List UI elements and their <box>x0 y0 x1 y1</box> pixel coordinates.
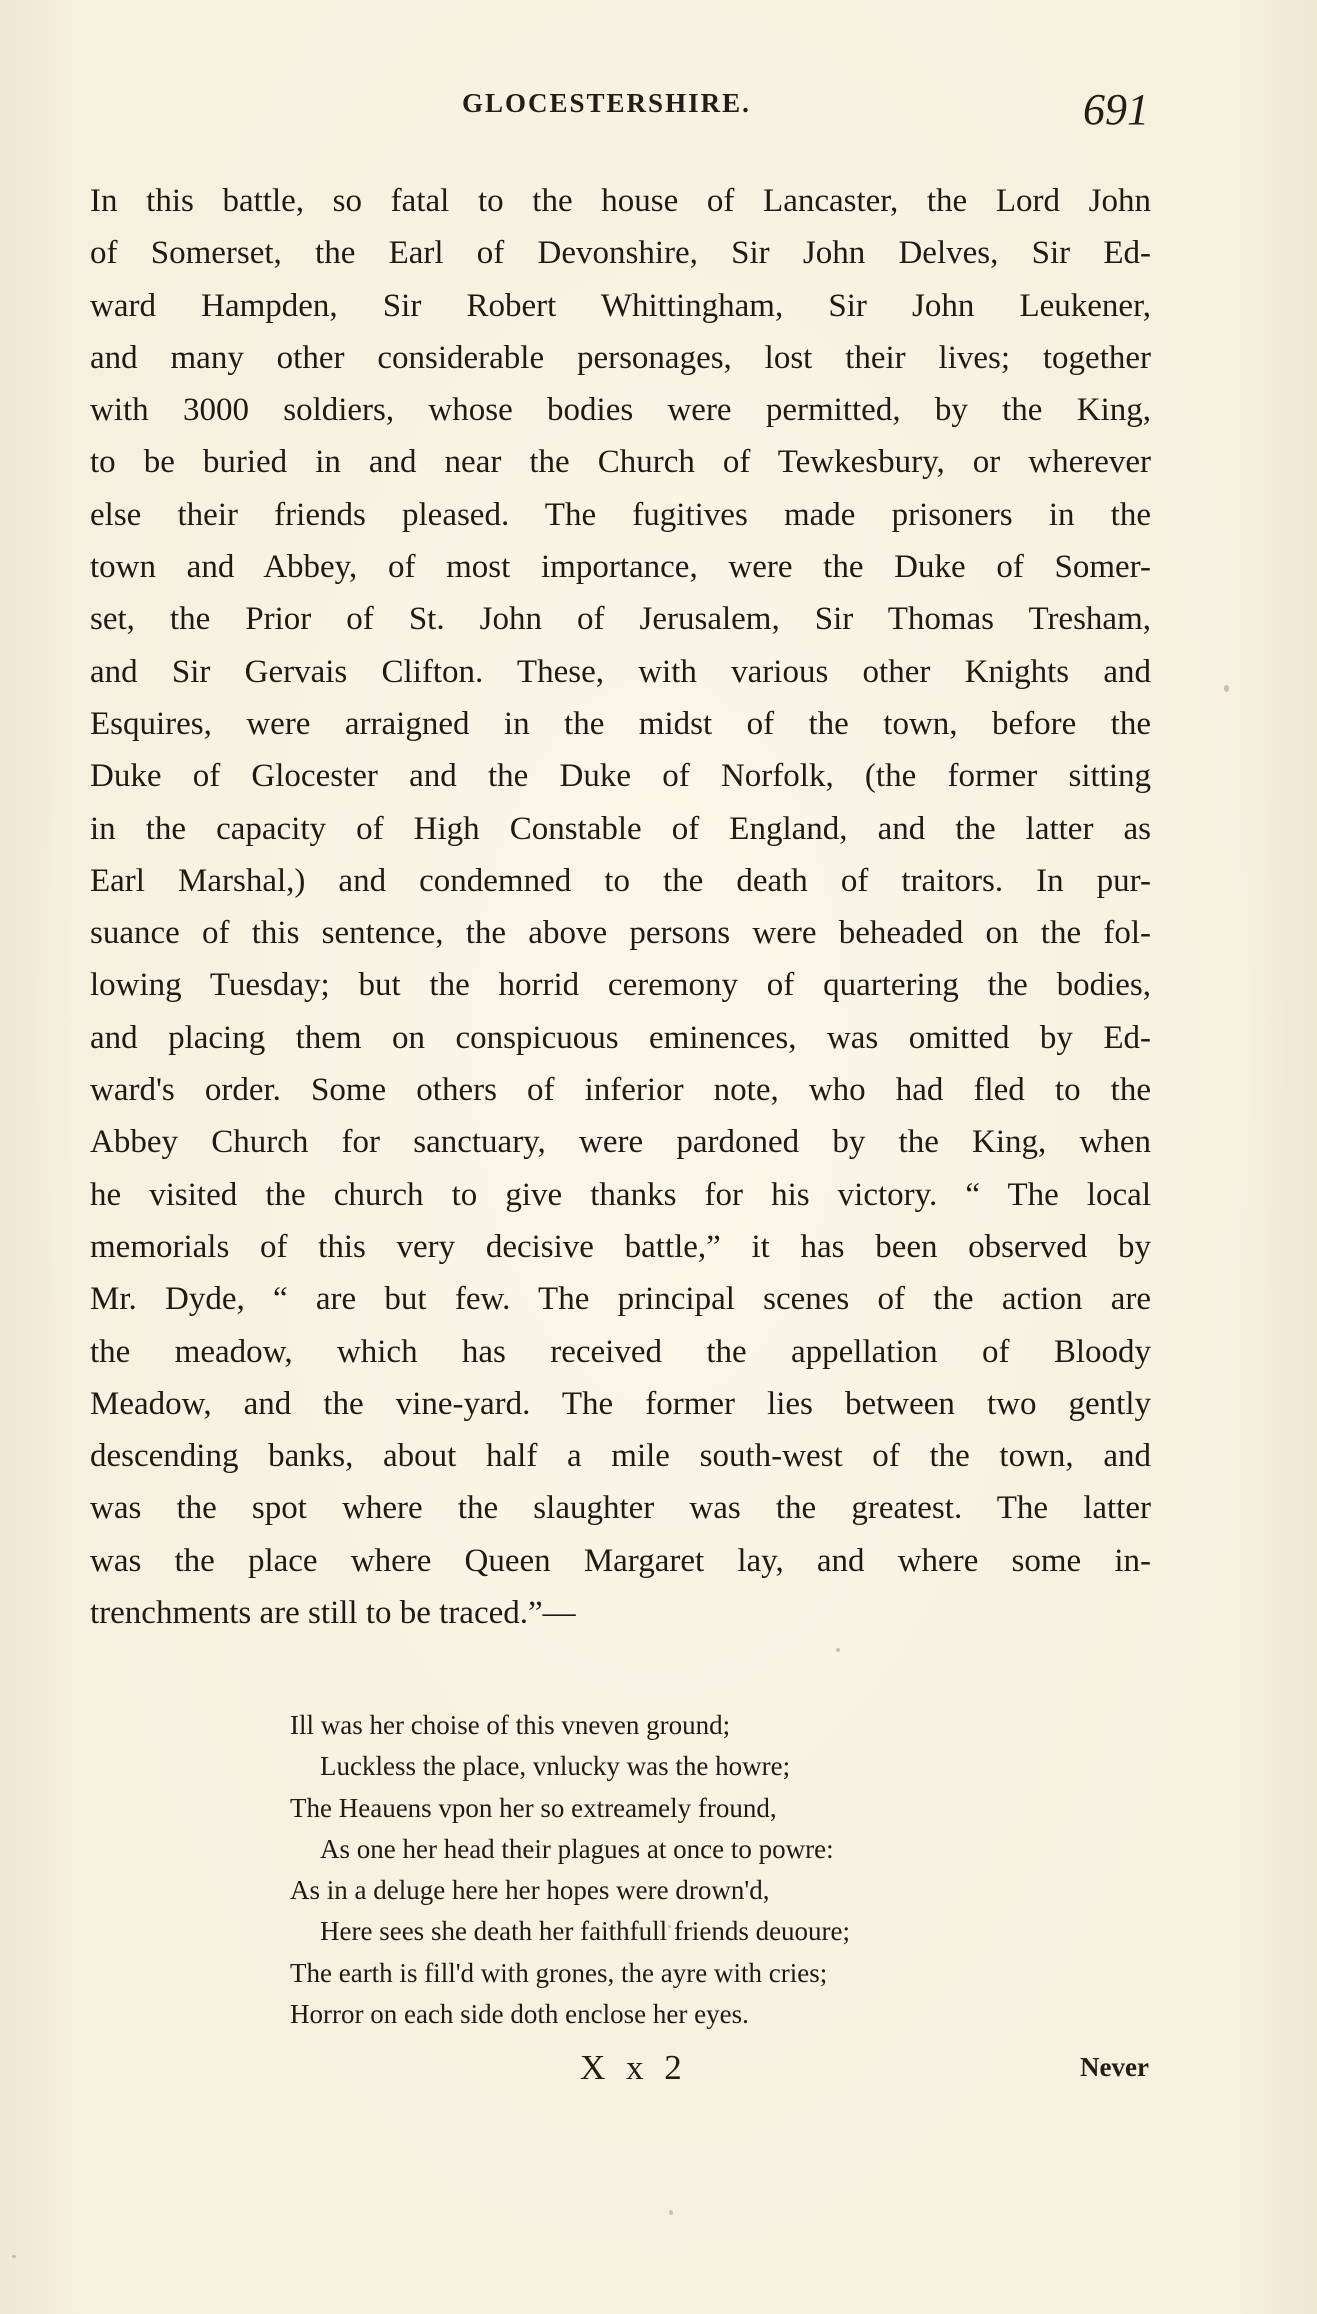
catchword: Never <box>1080 2052 1149 2082</box>
text-line: in the capacity of High Constable of England, and the latter as <box>90 810 1151 847</box>
text-line: ward's order. Some others of inferior note, who had fled to the <box>90 1072 1151 1109</box>
running-head: GLOCESTERSHIRE. <box>462 88 751 118</box>
paper-speck <box>836 1648 840 1652</box>
text-line: and Sir Gervais Clifton. These, with various other Knights and <box>90 653 1151 690</box>
text-line: to be buried in and near the Church of Tewkesbury, or wherever <box>90 444 1151 481</box>
text-line: and many other considerable personages, lost their lives; together <box>90 339 1151 376</box>
verse-stanza <box>290 1705 990 2035</box>
text-line: Abbey Church for sanctuary, were pardoned by the King, when <box>90 1124 1151 1161</box>
text-line: Mr. Dyde, “ are but few. The principal scenes of the action are <box>90 1281 1151 1318</box>
paper-speck <box>12 2255 16 2258</box>
text-line: was the spot where the slaughter was the greatest. The latter <box>90 1490 1151 1527</box>
text-line: descending banks, about half a mile south-west of the town, and <box>90 1438 1151 1475</box>
verse-line: The Heauens vpon her so extreamely fround, <box>290 1792 777 1823</box>
signature-mark: X x 2 <box>580 2048 688 2087</box>
text-line: In this battle, so fatal to the house of Lancaster, the Lord John <box>90 183 1151 219</box>
text-line: and placing them on conspicuous eminences, was omitted by Ed- <box>90 1019 1151 1056</box>
text-line: the meadow, which has received the appellation of Bloody <box>90 1333 1151 1370</box>
text-line: Duke of Glocester and the Duke of Norfolk, (the former sitting <box>90 758 1151 795</box>
text-line: of Somerset, the Earl of Devonshire, Sir John Delves, Sir Ed- <box>90 235 1151 272</box>
text-line: suance of this sentence, the above persons were beheaded on the fol- <box>90 915 1151 952</box>
text-line: lowing Tuesday; but the horrid ceremony of quartering the bodies, <box>90 967 1151 1004</box>
verse-line: Here sees she death her faithfull friends deuoure; <box>320 1916 851 1947</box>
verse-line: As one her head their plagues at once to powre: <box>320 1833 834 1864</box>
paper-speck <box>669 2210 673 2215</box>
verse-line: Ill was her choise of this vneven ground; <box>290 1710 731 1740</box>
text-line: with 3000 soldiers, whose bodies were permitted, by the King, <box>90 392 1151 429</box>
text-line: Meadow, and the vine-yard. The former lies between two gently <box>90 1385 1151 1422</box>
text-line: memorials of this very decisive battle,” it has been observed by <box>90 1228 1151 1265</box>
body-paragraph <box>90 175 1151 1639</box>
text-line: ward Hampden, Sir Robert Whittingham, Sir John Leukener, <box>90 287 1151 324</box>
paper-speck <box>668 1925 671 1928</box>
text-line: set, the Prior of St. John of Jerusalem, Sir Thomas Tresham, <box>90 601 1151 638</box>
paper-speck <box>1224 685 1229 692</box>
text-line: Earl Marshal,) and condemned to the death of traitors. In pur- <box>90 862 1151 899</box>
verse-line: Horror on each side doth enclose her eyes. <box>290 1999 749 2030</box>
text-line: he visited the church to give thanks for his victory. “ The local <box>90 1176 1151 1213</box>
verse-line: The earth is fill'd with grones, the ayre with cries; <box>290 1957 828 1988</box>
text-line: Esquires, were arraigned in the midst of the town, before the <box>90 705 1151 742</box>
text-line: was the place where Queen Margaret lay, and where some in- <box>90 1542 1151 1579</box>
text-line: trenchments are still to be traced.”— <box>90 1595 576 1632</box>
page-number: 691 <box>1083 85 1149 134</box>
text-line: town and Abbey, of most importance, were the Duke of Somer- <box>90 549 1151 586</box>
verse-line: As in a deluge here her hopes were drown'd, <box>290 1875 770 1906</box>
text-line: else their friends pleased. The fugitives made prisoners in the <box>90 496 1151 533</box>
verse-line: Luckless the place, vnlucky was the howre; <box>320 1751 791 1782</box>
